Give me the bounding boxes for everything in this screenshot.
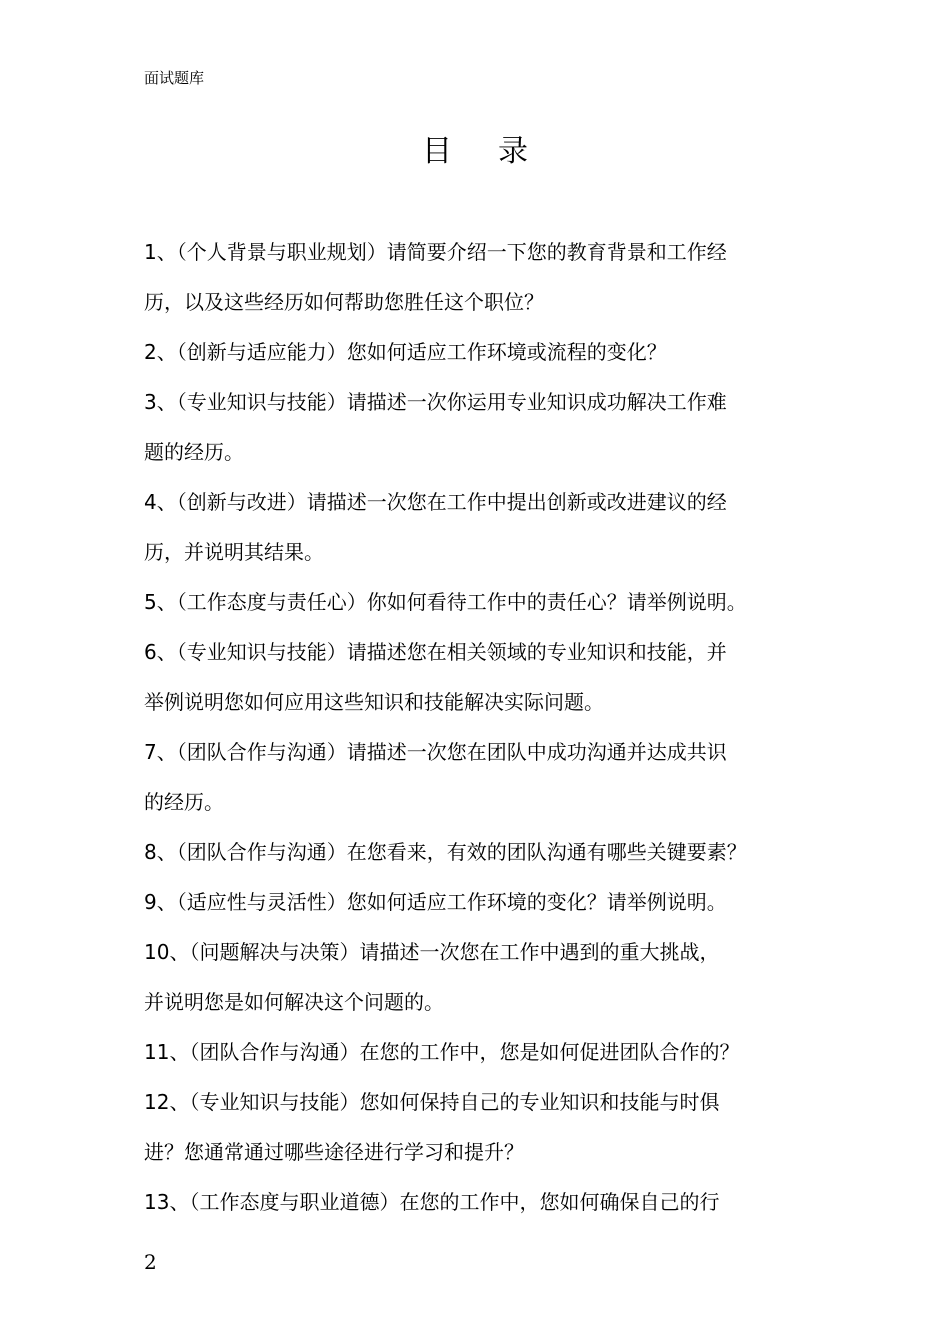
toc-line: 3、（专业知识与技能）请描述一次你运用专业知识成功解决工作难 bbox=[144, 390, 727, 414]
toc-line: 的经历。 bbox=[144, 790, 224, 814]
toc-line: 4、（创新与改进）请描述一次您在工作中提出创新或改进建议的经 bbox=[144, 490, 727, 514]
toc-line: 进？您通常通过哪些途径进行学习和提升？ bbox=[144, 1140, 524, 1164]
running-header: 面试题库 bbox=[144, 69, 205, 87]
toc-line: 12、（专业知识与技能）您如何保持自己的专业知识和技能与时俱 bbox=[144, 1090, 720, 1114]
toc-list bbox=[144, 227, 824, 1227]
toc-line: 7、（团队合作与沟通）请描述一次您在团队中成功沟通并达成共识 bbox=[144, 740, 727, 764]
toc-line: 1、（个人背景与职业规划）请简要介绍一下您的教育背景和工作经 bbox=[144, 240, 727, 264]
toc-line: 9、（适应性与灵活性）您如何适应工作环境的变化？请举例说明。 bbox=[144, 890, 727, 914]
toc-line: 历，并说明其结果。 bbox=[144, 540, 324, 564]
toc-line: 举例说明您如何应用这些知识和技能解决实际问题。 bbox=[144, 690, 604, 714]
toc-line: 2、（创新与适应能力）您如何适应工作环境或流程的变化？ bbox=[144, 340, 667, 364]
toc-line: 历，以及这些经历如何帮助您胜任这个职位？ bbox=[144, 290, 544, 314]
toc-title-char: 目 bbox=[422, 134, 452, 169]
toc-line: 13、（工作态度与职业道德）在您的工作中，您如何确保自己的行 bbox=[144, 1190, 720, 1214]
toc-title bbox=[0, 130, 950, 174]
page-number: 2 bbox=[144, 1250, 157, 1274]
toc-line: 10、（问题解决与决策）请描述一次您在工作中遇到的重大挑战， bbox=[144, 940, 720, 964]
toc-line: 题的经历。 bbox=[144, 440, 244, 464]
toc-line: 并说明您是如何解决这个问题的。 bbox=[144, 990, 444, 1014]
toc-line: 11、（团队合作与沟通）在您的工作中，您是如何促进团队合作的？ bbox=[144, 1040, 740, 1064]
toc-line: 5、（工作态度与责任心）你如何看待工作中的责任心？请举例说明。 bbox=[144, 590, 747, 614]
toc-line: 8、（团队合作与沟通）在您看来，有效的团队沟通有哪些关键要素？ bbox=[144, 840, 747, 864]
toc-title-char: 录 bbox=[498, 134, 528, 169]
toc-line: 6、（专业知识与技能）请描述您在相关领域的专业知识和技能，并 bbox=[144, 640, 727, 664]
